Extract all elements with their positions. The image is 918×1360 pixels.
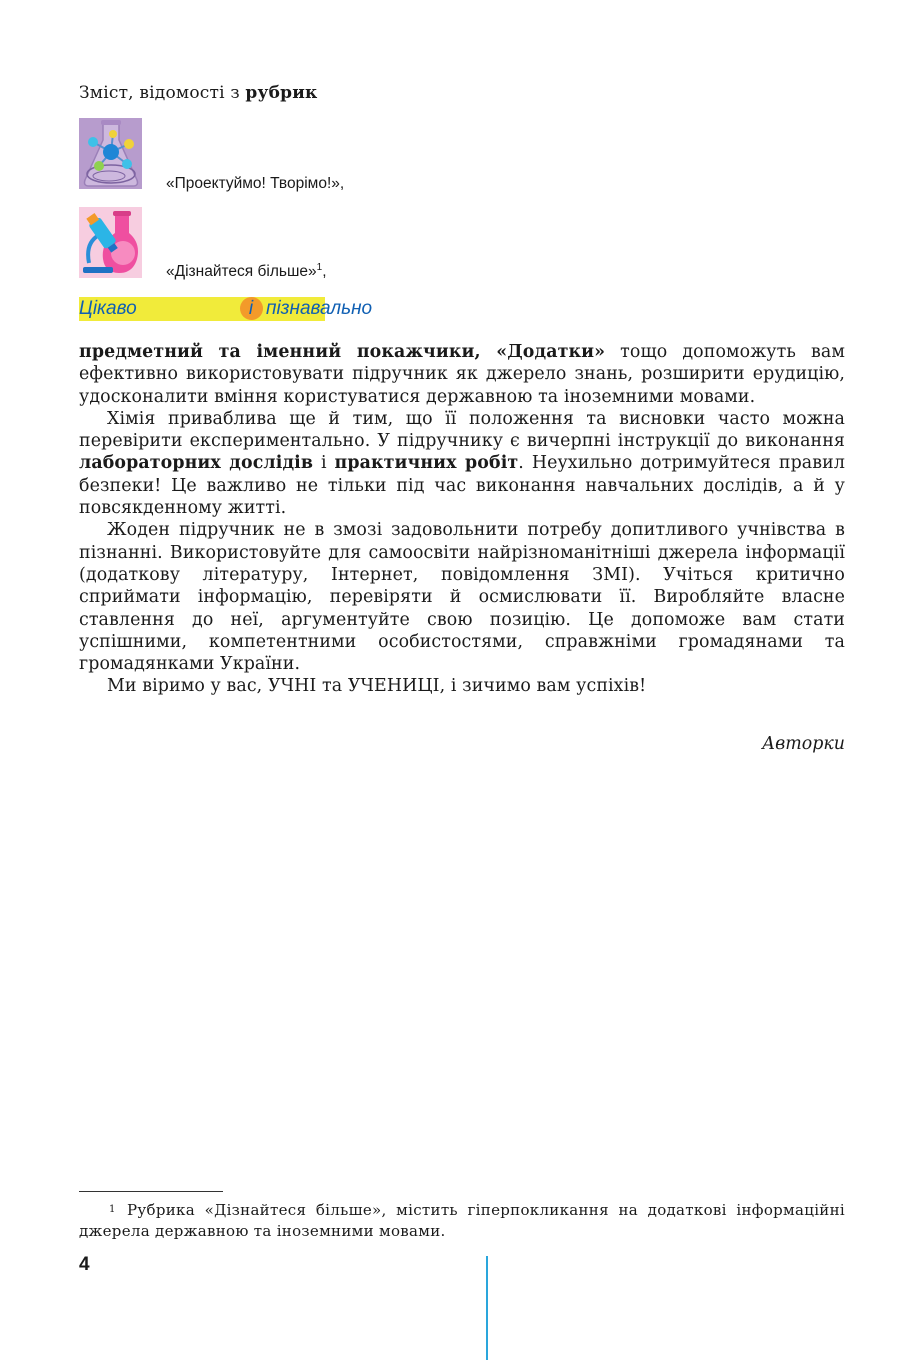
footnote-divider xyxy=(79,1191,223,1192)
paragraph-4: Ми віримо у вас, УЧНІ та УЧЕНИЦІ, і зичимо вам успіхів! xyxy=(107,676,647,697)
heading-text: Зміст, відомості з xyxy=(79,83,246,103)
footnote-mark[interactable]: 1 xyxy=(316,262,323,273)
paragraph-1 xyxy=(79,341,845,408)
gutter-line xyxy=(486,1256,488,1360)
heading-bold-text: рубрик xyxy=(245,83,318,103)
banner-word-1: Цікаво xyxy=(79,298,137,319)
paragraph-2 xyxy=(79,408,845,519)
interesting-banner xyxy=(79,297,373,321)
p2-text-2: і xyxy=(313,453,335,474)
signature: Авторки xyxy=(762,734,845,754)
p1-bold: предметний та іменний покажчики, «Додатки» xyxy=(79,342,606,362)
p2-bold-1: лабораторних дослідів xyxy=(79,453,314,474)
p2-text-3: . Неухильно дотримуйтеся правил безпеки! Це важливо не тільки під час виконання навчальних дослідів, а й у повсякденному житті. xyxy=(79,453,845,519)
p2-text-1: Хімія приваблива ще й тим, що її положення та висновки часто можна перевірити експериментально. У підручнику є вичерпні інструкції до виконання xyxy=(79,408,845,452)
section-heading xyxy=(79,83,318,103)
footnote xyxy=(79,1199,845,1242)
rubric-label-project: «Проектуймо! Творімо!», xyxy=(166,175,345,192)
body-text xyxy=(79,341,845,698)
paragraph-3: Жоден підручник не в змозі задовольнити потребу допитливого учнівства в пізнанні. Використовуйте для самоосвіти найрізноманітніші джерела інформації (додаткову літературу, Інтернет, повідомлення ЗМІ). Учіться критично сприймати інформацію, перевіряти й осмислювати її. Виробляйте власне ставлення до неї, аргументуйте свою позицію. Це допоможе вам стати успішними, компетентними особистостями, справжніми громадянами та громадянками України. xyxy=(79,520,845,675)
rubric-label-suffix: , xyxy=(322,263,327,281)
p1-text: тощо допоможуть вам ефективно використовувати підручник як джерело знань, розширити ерудицію, удосконалити вміння користуватися державною та іноземними мовами. xyxy=(79,342,845,407)
banner-conjunction: і xyxy=(248,298,254,319)
rubric-label-learn-more-text: «Дізнайтеся більше» xyxy=(166,263,317,281)
microscope-flask-icon xyxy=(79,207,142,278)
banner-word-2: пізнавально xyxy=(266,298,373,319)
footnote-number: 1 xyxy=(109,1204,116,1215)
footnote-text: Рубрика «Дізнайтеся більше», містить гіперпокликання на додаткові інформаційні джерела державною та іноземними мовами. xyxy=(79,1201,845,1240)
molecule-flask-icon xyxy=(79,118,142,189)
page-number: 4 xyxy=(79,1254,90,1275)
p2-bold-2: практичних робіт xyxy=(334,453,519,474)
rubric-label-learn-more xyxy=(166,262,327,281)
